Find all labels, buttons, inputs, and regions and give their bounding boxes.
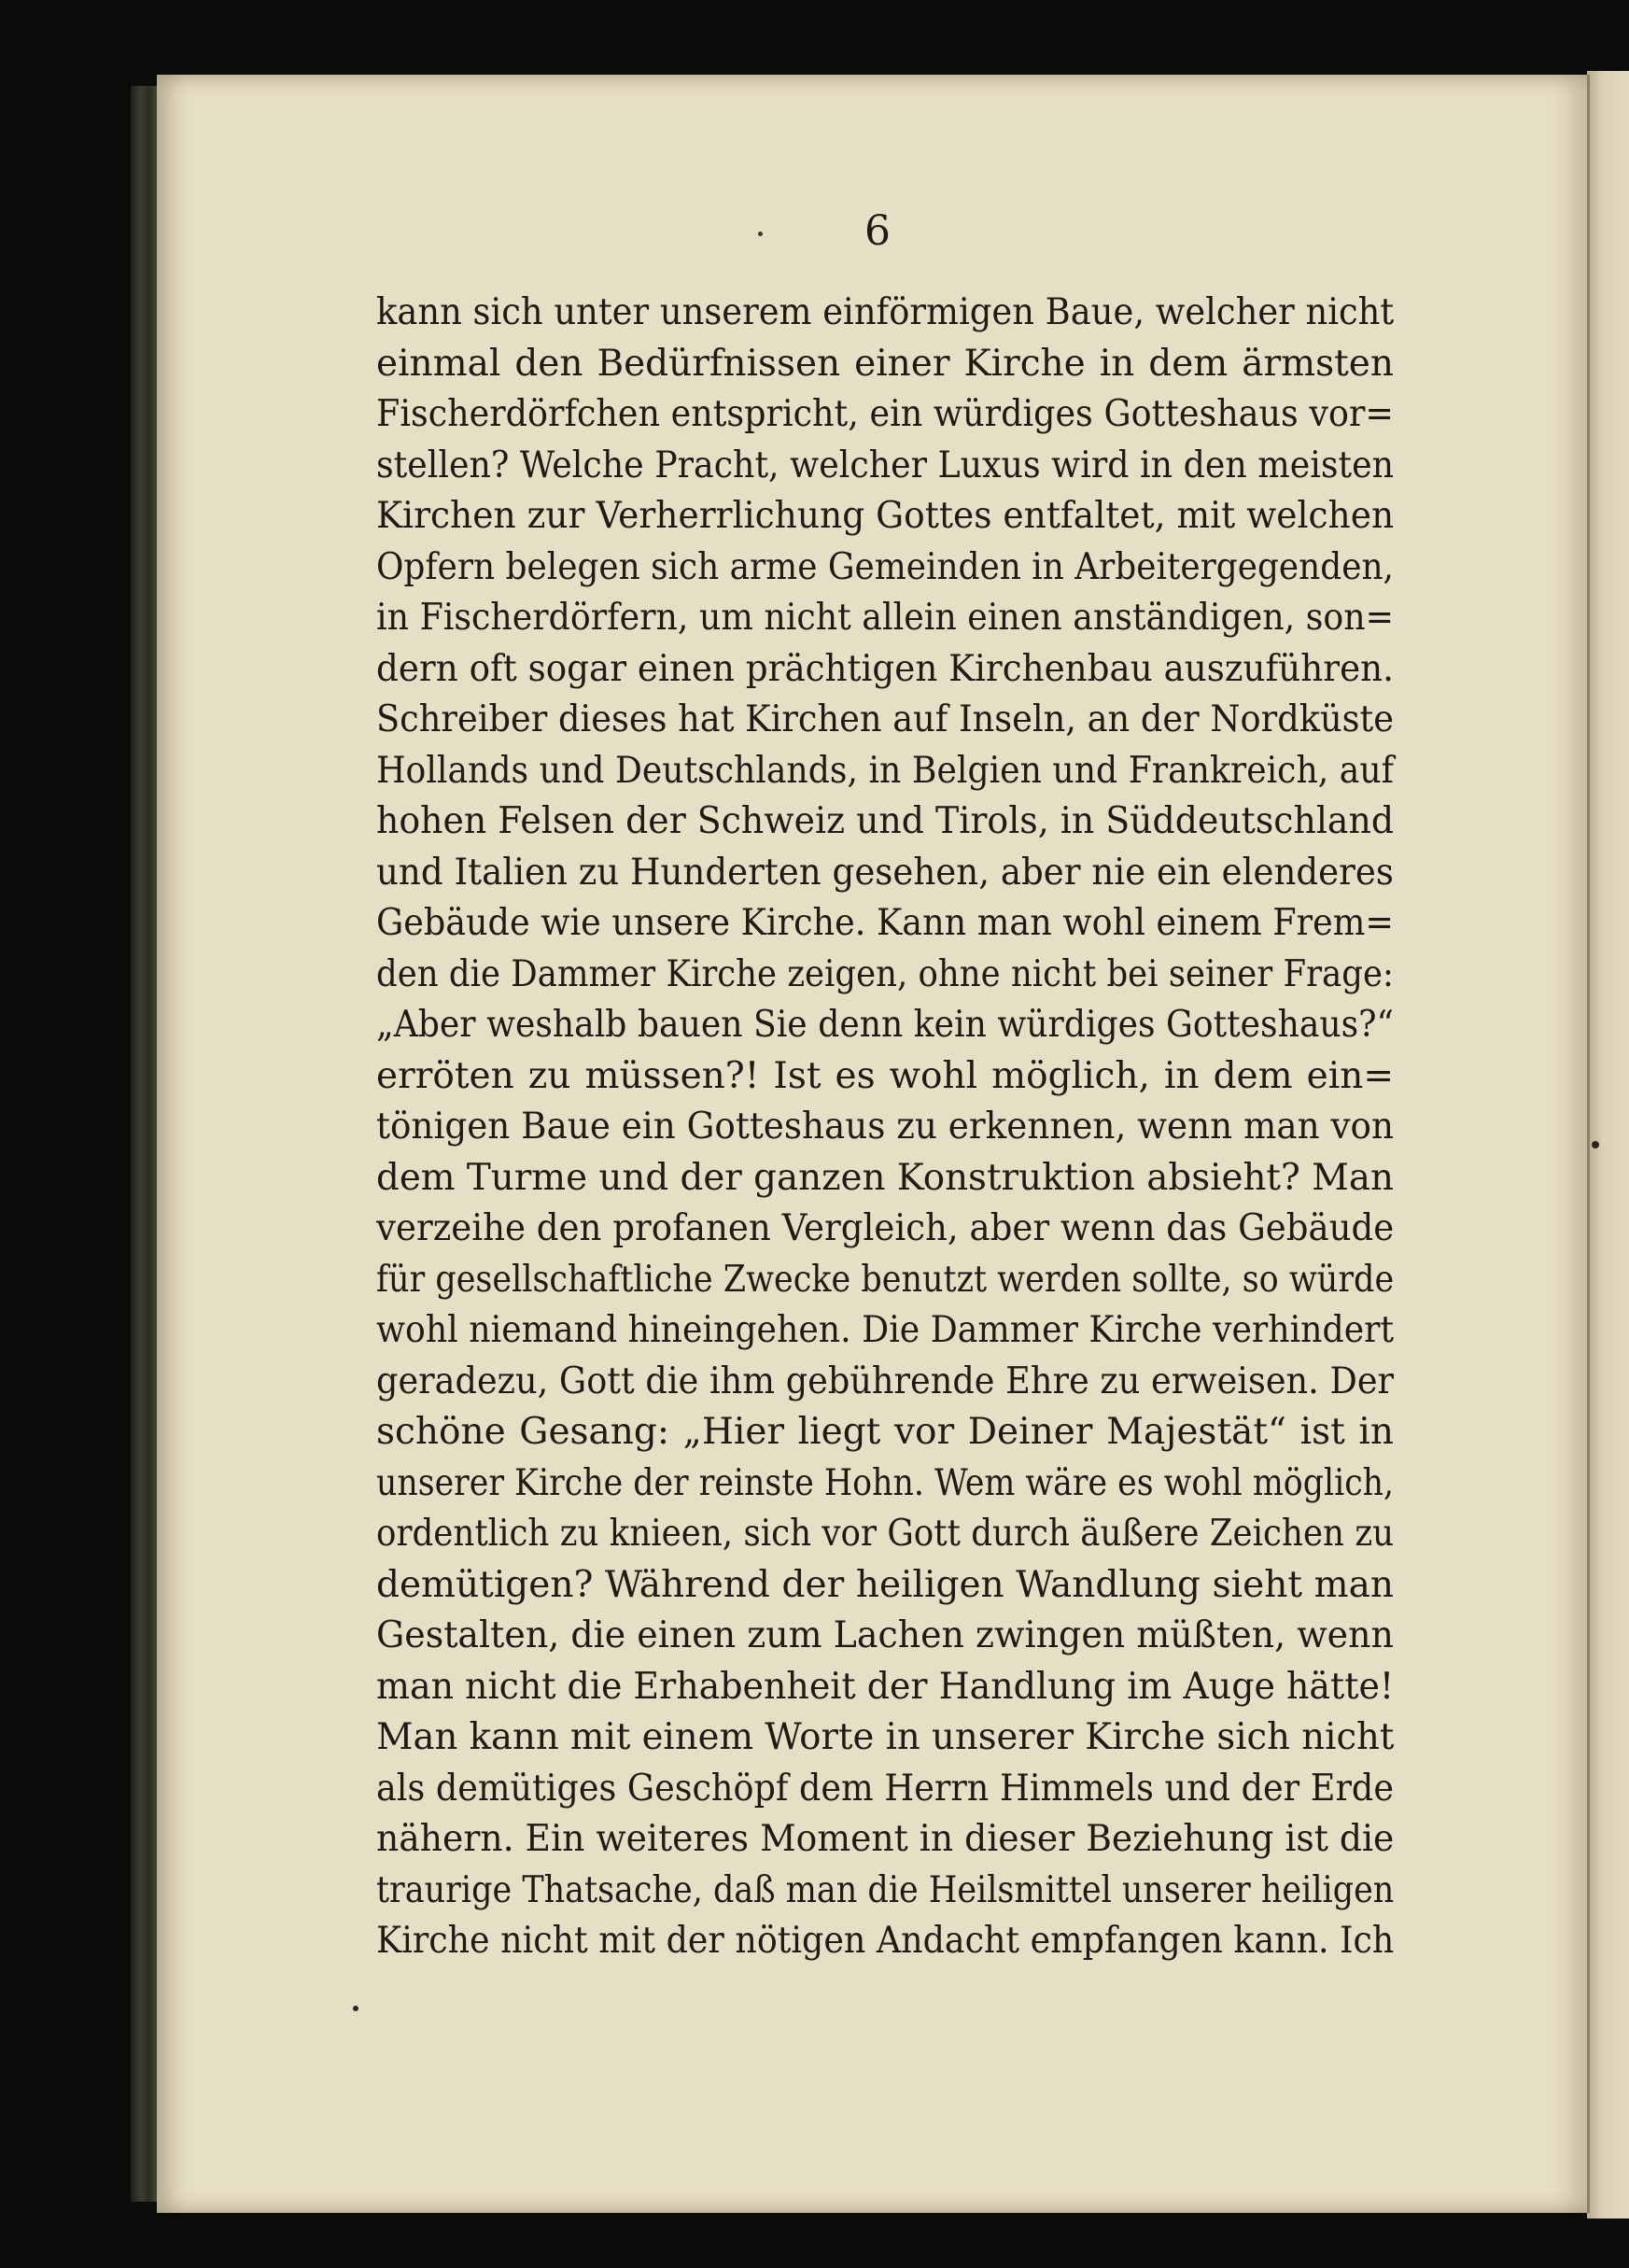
text-line: Kirchen zur Verherrlichung Gottes entfaltet, mit welchen xyxy=(376,495,1395,537)
text-line: verzeihe den profanen Vergleich, aber wenn das Gebäude xyxy=(376,1207,1395,1249)
text-line: erröten zu müssen?! Ist es wohl möglich, in dem ein= xyxy=(376,1054,1394,1097)
text-line: man nicht die Erhabenheit der Handlung im Auge hätte! xyxy=(376,1665,1395,1708)
text-line: und Italien zu Hunderten gesehen, aber nie ein elenderes xyxy=(376,851,1395,894)
book-spine xyxy=(131,86,159,2202)
text-line: einmal den Bedürfnissen einer Kirche in dem ärmsten xyxy=(376,342,1394,385)
text-line: kann sich unter unserem einförmigen Baue, welcher nicht xyxy=(376,291,1395,333)
page-gutter xyxy=(1587,75,1590,2213)
text-line: Gebäude wie unsere Kirche. Kann man wohl einem Frem= xyxy=(376,902,1395,944)
text-line: dern oft sogar einen prächtigen Kirchenbau auszuführen. xyxy=(376,647,1394,690)
text-line: nähern. Ein weiteres Moment in dieser Beziehung ist die xyxy=(376,1818,1395,1860)
text-line: tönigen Baue ein Gotteshaus zu erkennen, wenn man von xyxy=(376,1106,1394,1148)
text-line: Kirche nicht mit der nötigen Andacht empfangen kann. Ich xyxy=(376,1920,1395,1962)
ink-speck xyxy=(1592,1141,1599,1148)
text-line: Opfern belegen sich arme Gemeinden in Arbeitergegenden, xyxy=(376,545,1394,588)
text-line: als demütiges Geschöpf dem Herrn Himmels und der Erde xyxy=(376,1767,1394,1810)
text-line: geradezu, Gott die ihm gebührende Ehre zu erweisen. Der xyxy=(376,1359,1395,1402)
text-line: Fischerdörfchen entspricht, ein würdiges Gotteshaus vor= xyxy=(376,393,1394,435)
text-line: demütigen? Während der heiligen Wandlung sieht man xyxy=(376,1563,1394,1606)
text-line: in Fischerdörfern, um nicht allein einen anständigen, son= xyxy=(376,597,1395,639)
text-line: unserer Kirche der reinste Hohn. Wem wäre es wohl möglich, xyxy=(376,1461,1395,1504)
ink-speck xyxy=(353,2006,358,2011)
text-line: schöne Gesang: „Hier liegt vor Deiner Majestät“ ist in xyxy=(376,1411,1394,1453)
text-line: wohl niemand hineingehen. Die Dammer Kirche verhindert xyxy=(376,1309,1395,1351)
text-line: stellen? Welche Pracht, welcher Luxus wird in den meisten xyxy=(376,444,1395,486)
body-text xyxy=(376,288,1394,1967)
ink-dot xyxy=(758,232,763,236)
text-line: hohen Felsen der Schweiz und Tirols, in Süddeutschland xyxy=(376,800,1395,842)
text-line: dem Turme und der ganzen Konstruktion absieht? Man xyxy=(376,1156,1394,1199)
text-line: traurige Thatsache, daß man die Heilsmittel unserer heiligen xyxy=(376,1868,1395,1911)
text-line: Schreiber dieses hat Kirchen auf Inseln, an der Nordküste xyxy=(376,698,1395,740)
text-line: ordentlich zu knieen, sich vor Gott durch äußere Zeichen zu xyxy=(376,1513,1395,1555)
text-line: für gesellschaftliche Zwecke benutzt werden sollte, so würde xyxy=(376,1258,1395,1301)
text-line: Hollands und Deutschlands, in Belgien und Frankreich, auf xyxy=(376,749,1395,792)
text-line: den die Dammer Kirche zeigen, ohne nicht bei seiner Frage: xyxy=(376,952,1394,995)
text-line: „Aber weshalb bauen Sie denn kein würdiges Gotteshaus?“ xyxy=(376,1004,1395,1046)
text-line: Gestalten, die einen zum Lachen zwingen müßten, wenn xyxy=(376,1614,1394,1656)
page-number: 6 xyxy=(864,207,891,255)
text-line: Man kann mit einem Worte in unserer Kirche sich nicht xyxy=(376,1716,1395,1758)
